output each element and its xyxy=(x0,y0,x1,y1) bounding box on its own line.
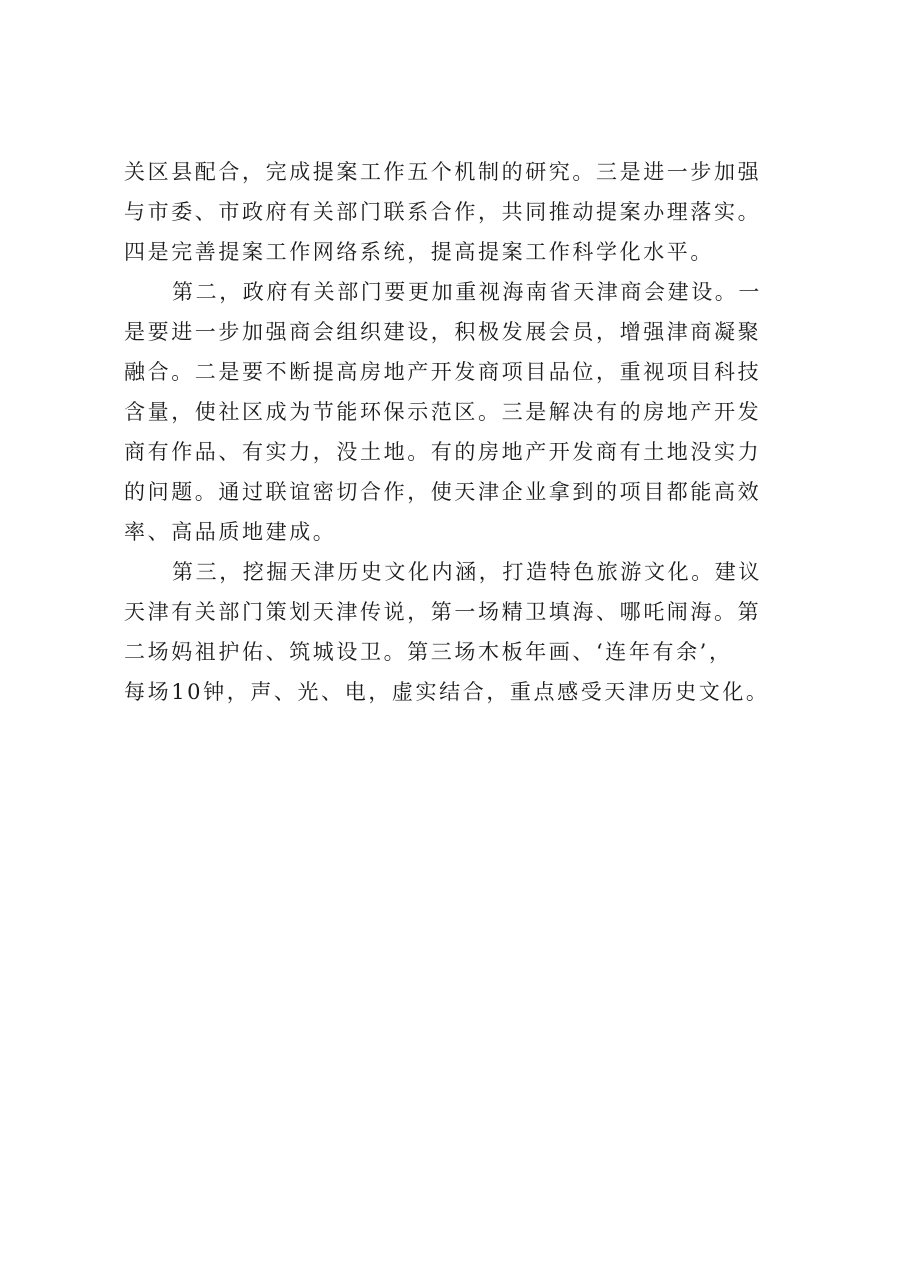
text-line: 是要进一步加强商会组织建设，积极发展会员，增强津商凝聚 xyxy=(124,320,762,344)
text-line: 商有作品、有实力，没土地。有的房地产开发商有土地没实力 xyxy=(124,440,762,464)
text-line: 的问题。通过联谊密切合作，使天津企业拿到的项目都能高效 xyxy=(124,480,762,504)
paragraph-3-first-line: 第三，挖掘天津历史文化内涵，打造特色旅游文化。建议 xyxy=(172,560,762,584)
paragraph-2-first-line: 第二，政府有关部门要更加重视海南省天津商会建设。一 xyxy=(172,280,762,304)
text-line: 与市委、市政府有关部门联系合作，共同推动提案办理落实。 xyxy=(124,200,762,224)
document-body xyxy=(124,152,808,712)
text-line: 每场10钟，声、光、电，虚实结合，重点感受天津历史文化。 xyxy=(124,680,770,704)
text-line: 关区县配合，完成提案工作五个机制的研究。三是进一步加强 xyxy=(124,160,762,184)
text-line: 四是完善提案工作网络系统，提高提案工作科学化水平。 xyxy=(124,240,714,264)
text-line: 率、高品质地建成。 xyxy=(124,520,337,544)
text-line: 含量，使社区成为节能环保示范区。三是解决有的房地产开发 xyxy=(124,400,762,424)
text-line: 融合。二是要不断提高房地产开发商项目品位，重视项目科技 xyxy=(124,360,762,384)
text-line: 二场妈祖护佑、筑城设卫。第三场木板年画、‘连年有余’， xyxy=(124,640,733,664)
text-line: 天津有关部门策划天津传说，第一场精卫填海、哪吒闹海。第 xyxy=(124,600,762,624)
